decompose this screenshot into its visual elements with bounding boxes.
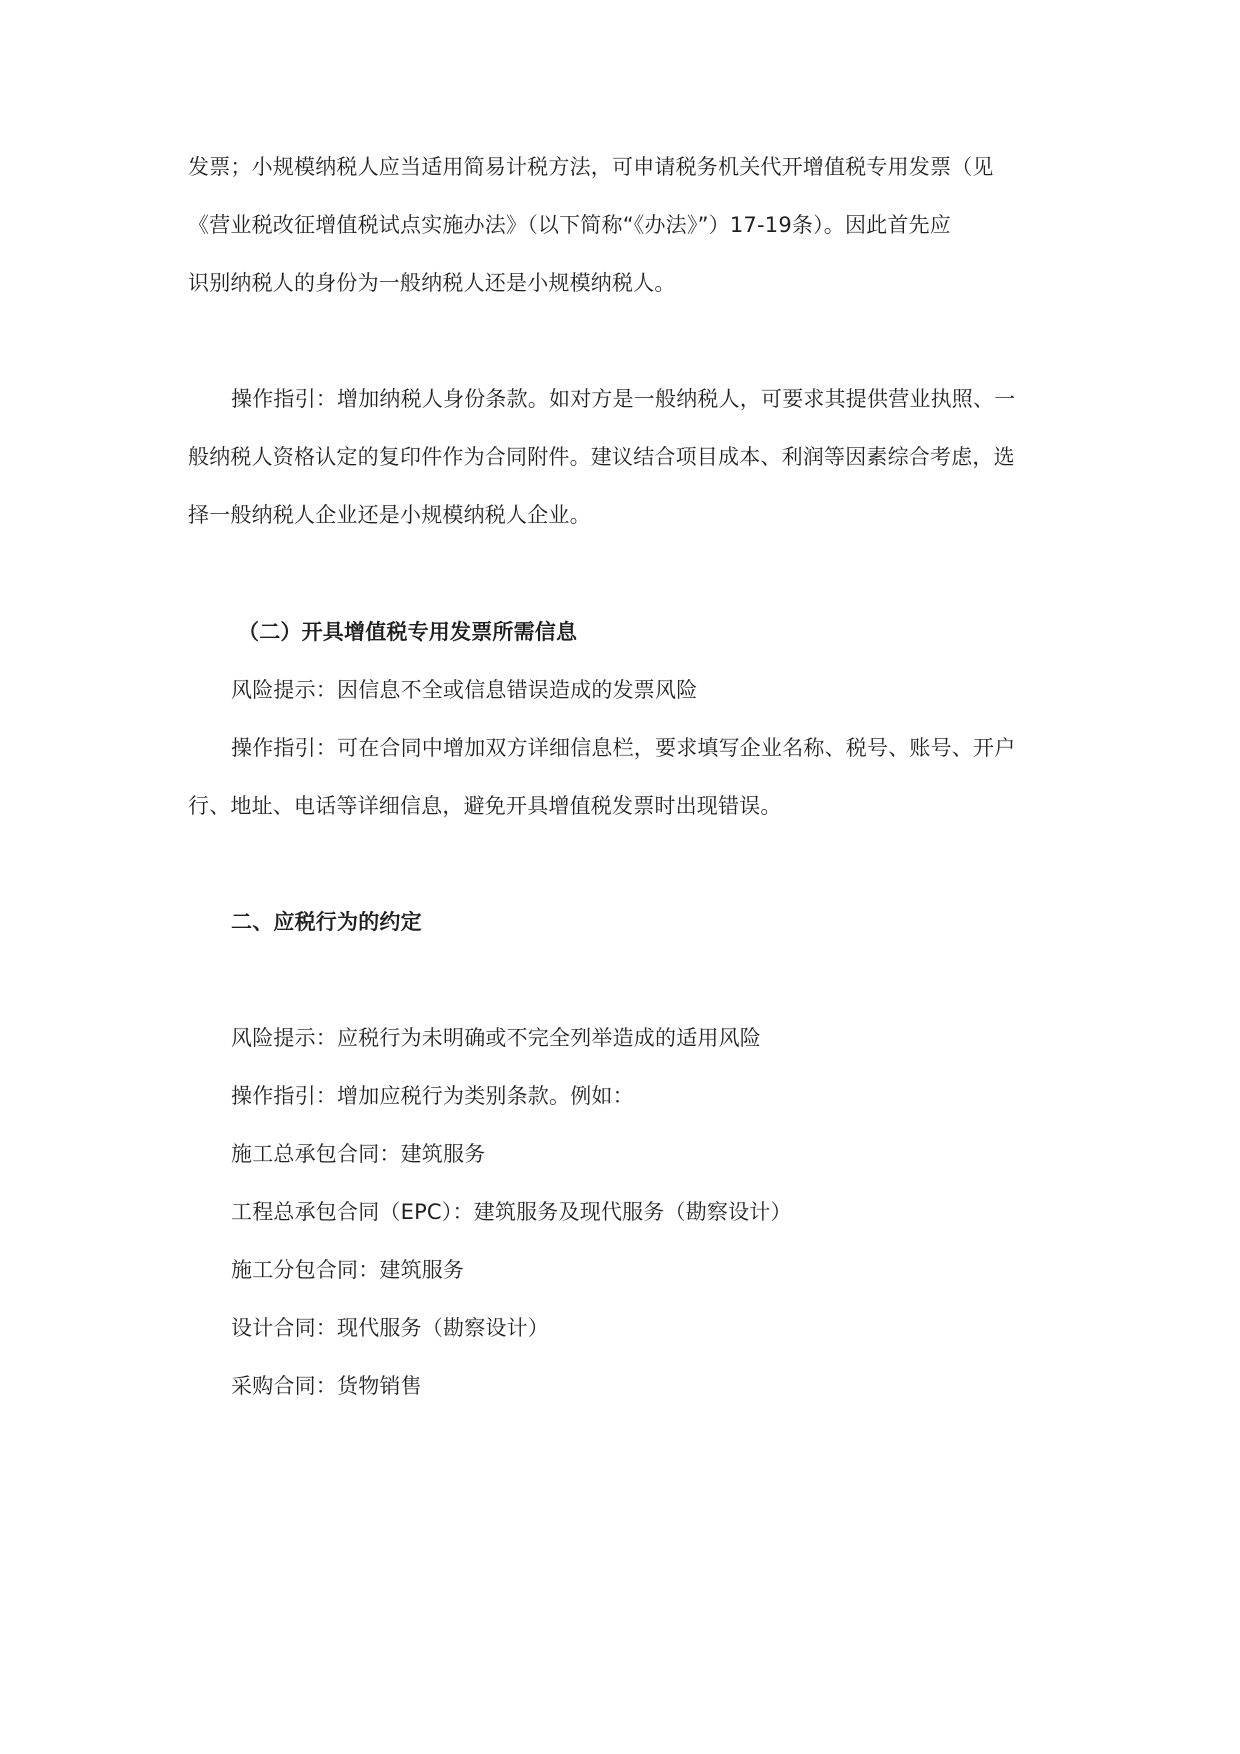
body-text-line: 《营业税改征增值税试点实施办法》（以下简称“《办法》”）17-19条）。因此首先应 [188,213,951,237]
body-text-line: 操作指引：增加纳税人身份条款。如对方是一般纳税人，可要求其提供营业执照、一 [231,387,1016,411]
list-item: 工程总承包合同（EPC）：建筑服务及现代服务（勘察设计） [231,1200,792,1224]
body-text-line: 操作指引：可在合同中增加双方详细信息栏，要求填写企业名称、税号、账号、开户 [231,736,1016,760]
body-text-line: 择一般纳税人企业还是小规模纳税人企业。 [188,503,591,527]
list-item: 施工分包合同：建筑服务 [231,1258,465,1282]
body-text-line: 风险提示：应税行为未明确或不完全列举造成的适用风险 [231,1026,761,1050]
section-heading: 二、应税行为的约定 [231,910,422,934]
body-text-line: 风险提示：因信息不全或信息错误造成的发票风险 [231,678,698,702]
body-text-line: 操作指引：增加应税行为类别条款。例如： [231,1084,634,1108]
body-text-line: 识别纳税人的身份为一般纳税人还是小规模纳税人。 [188,271,676,295]
section-heading: （二）开具增值税专用发票所需信息 [238,620,578,644]
list-item: 施工总承包合同：建筑服务 [231,1142,486,1166]
list-item: 采购合同：货物销售 [231,1374,422,1398]
list-item: 设计合同：现代服务（勘察设计） [231,1316,549,1340]
body-text-line: 发票；小规模纳税人应当适用简易计税方法，可申请税务机关代开增值税专用发票（见 [188,155,994,179]
body-text-line: 般纳税人资格认定的复印件作为合同附件。建议结合项目成本、利润等因素综合考虑，选 [188,445,1015,469]
body-text-line: 行、地址、电话等详细信息，避免开具增值税发票时出现错误。 [188,794,782,818]
